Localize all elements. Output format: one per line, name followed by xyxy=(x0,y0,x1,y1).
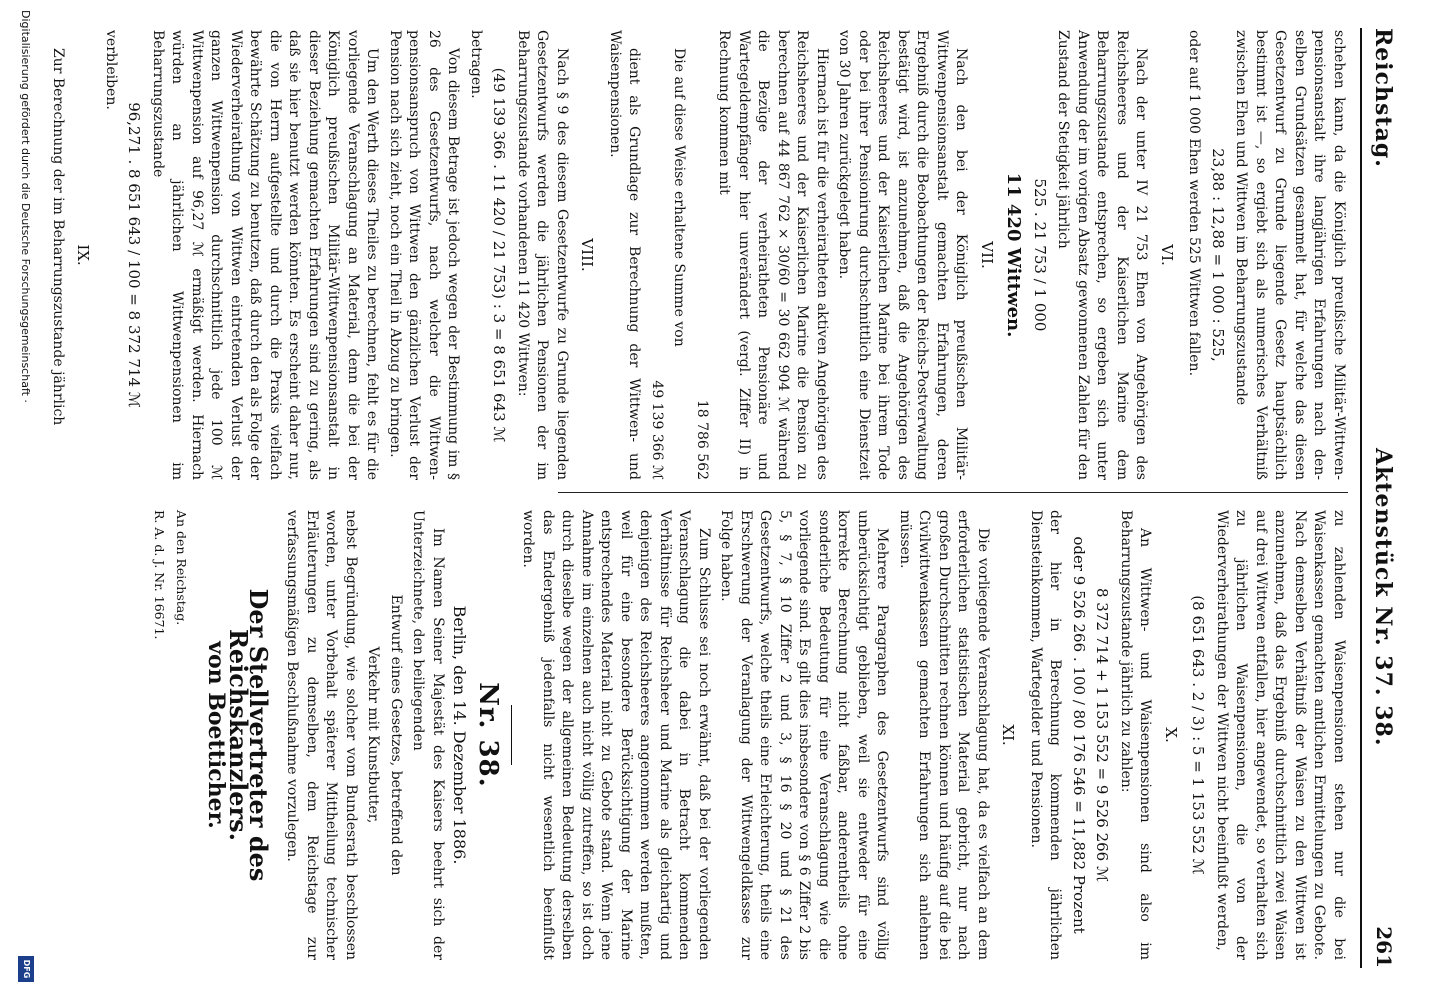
right-column xyxy=(147,510,1349,960)
paragraph: Nach den bei der Königlich preußischen Militär-Wittwenpensionsanstalt gemachten Erfahrungen, deren Ergebniß durch die Beobachtungen der Reichs-Postverwaltung bestätigt wird, ist anzunehmen, daß die Angehörigen des Reichsheeres und der Kaiserlichen Marine bei ihrem Tode oder bei ihrer Pensionirung durchschnittlich eine Dienstzeit von 30 Jahren zurückgelegt haben. xyxy=(836,30,970,480)
paragraph: Nach der unter IV 21 753 Ehen von Angehörigen des Reichsheeres und der Kaiserlichen Marine dem Beharrungszustande entsprechen, so ergeben sich unter Anwendung der im vorigen Absatz gewonnenen Zahlen für den Zustand der Stetigkeit jährlich xyxy=(1055,30,1150,480)
bill-title: Entwurf eines Gesetzes, betreffend den xyxy=(388,594,404,876)
paragraph: An Wittwen- und Waisenpensionen sind also im Beharrungszustande jährlich zu zahlen: xyxy=(1118,510,1154,960)
paragraph: Im Namen Seiner Majestät des Kaisers beehrt sich der Unterzeichnete, den beiliegenden xyxy=(410,510,446,960)
section-heading-ix: IX. xyxy=(74,244,93,266)
addressee: An den Reichstag. xyxy=(174,510,190,626)
paragraph: Die vorliegende Veranschlagung hat, da es vielfach an dem erforderlichen statistischen Material gebricht, nur nach großen Durchschnitten rechnen können und häufig auf die bei Civilwittwenkassen gemachten Erfahrungen sich anlehnen müssen. xyxy=(897,510,991,960)
footer xyxy=(10,0,40,1000)
paragraph: der hier in Berechnung kommenden jährlichen Diensteinkommen, Wartegelder und Pensionen. xyxy=(1028,510,1064,960)
formula: (8 651 643 . 2 / 3) : 5 = 1 153 552 ℳ xyxy=(1189,595,1208,875)
paragraph: Um den Werth dieses Theiles zu berechnen, fehlt es für die vorliegende Veranschlagung an Material, denn die bei der Königlich preußischen Militär-Wittwenpensionsanstalt in dieser Beziehung gemachten Erfahrungen sind zu gering, als daß sie hier benutzt werden könnten. Es erscheint daher nur, die von Herrn aufgestellte und durch die Praxis vielfach bewährte Schätzung zu benutzen, daß durch den als Folge der Wiederverheirathung von Wittwen eintretenden Verlust der ganzen Wittwenpension durchschnittlich jede 100 ℳ Wittwenpension auf 96,27 ℳ ermäßigt werden. Hiernach würden an jährlichen Wittwenpensionen im Beharrungszustande xyxy=(150,30,381,480)
formula: 525 . 21 753 / 1 000 xyxy=(1031,178,1049,332)
signature-block xyxy=(203,510,273,960)
document-number-title: Nr. 38. xyxy=(473,682,503,788)
formula: 8 372 714 + 1 153 552 = 9 526 266 ℳ xyxy=(1093,587,1112,883)
signature-title: Der Stellvertreter des Reichskanzlers. xyxy=(224,588,273,882)
paragraph: Die auf diese Weise erhaltene Summe von xyxy=(671,48,688,347)
formula: (49 139 366 . 11 420 / 21 753) : 3 = 8 651 643 ℳ xyxy=(490,67,509,443)
paragraph: nebst Begründung, wie solcher vom Bundesrath beschlossen worden, unter Vorbehalt späterer Mittheilung technischer Erläuterungen zu demselben, dem Reichstage zur verfassungsmäßigen Beschlußnahme vorzulegen. xyxy=(284,510,359,960)
section-heading-viii: VIII. xyxy=(578,238,597,272)
paragraph: Nach § 9 des diesem Gesetzentwurfe zu Grunde liegenden Gesetzentwurfs werden die jährlichen Pensionen der im Beharrungszustande vorhandenen 11 420 Wittwen: xyxy=(515,30,570,480)
paragraph: schehen kann, da die Königlich preußische Militär-Wittwen-pensionsanstalt ihre langjährigen Erfahrungen nach den-selben Grundsätzen gesammelt hat, für welche das diesen Gesetzentwurf zu Grunde liegende Gesetz hauptsächlich bestimmt ist —, so ergiebt sich als numerisches Verhältniß zwischen Ehen und Wittwen im Beharrungszustande xyxy=(1233,30,1347,480)
header-document-number: Aktenstück Nr. 37. 38. xyxy=(1370,448,1396,747)
formula: 96,271 . 8 651 643 / 100 = 8 372 714 ℳ xyxy=(125,102,144,408)
digitization-credit: Digitalisierung gefördert durch die Deutsche Forschungsgemeinschaft · xyxy=(19,10,32,403)
section-heading-vi: VI. xyxy=(1158,244,1176,266)
page-number: 261 xyxy=(1372,926,1396,968)
column-divider xyxy=(558,492,1348,493)
page-header xyxy=(1360,28,1402,968)
date-line: Berlin, den 14. Dezember 1886. xyxy=(450,605,470,865)
amount: 49 139 366 ℳ xyxy=(649,380,665,480)
paragraph: Hiernach ist für die verheiratheten aktiven Angehörigen des Reichsheeres und der Kaiserlichen Marine die Pension zu berechnen auf 44 867 762 × 30/60 = 30 662 904 ℳ während die Bezüge der verheiratheten Pensionäre und Wartegeldempfänger hier unverändert (vergl. Ziffer II) in Rechnung kommen mit xyxy=(716,30,830,480)
bill-subject: Verkehr mit Kunstbutter, xyxy=(365,646,382,824)
paragraph: zu zahlenden Waisenpensionen stehen nur die bei Waisenkassen gemachten amtlichen Ermittelungen zu Gebote. Nach demselben Verhältniß der Waisen zu den Wittwen ist anzunehmen, daß das Ergebniß durchschnittlich zwei Waisen auf drei Wittwen entfallen, hier angewendet, so verhalten sich zu jährlichen Waisenpensionen, die von der Wiederverheirathungen der Wittwen nicht beeinflußt werden, xyxy=(1214,510,1347,960)
paragraph: Zum Schlusse sei noch erwähnt, daß bei der vorliegenden Veranschlagung die dabei in Betracht kommenden Verhältnisse für Reichsheer und Marine als gleichartig und denjenigen des Reichsheeres angenommen werden mußten, weil für eine besondere Berücksichtigung der Marine entsprechendes Material nicht zu Gebote stand. Wenn jene Annahme im einzelnen auch nicht völlig zutreffen, so ist doch durch dieselbe wegen der allgemeinen Bedeutung derselben das Endergebniß jedenfalls nicht wesentlich beeinflußt worden. xyxy=(520,510,712,960)
formula: 23,88 : 12,88 = 1 000 : 525, xyxy=(1209,148,1227,362)
signature-name: von Boetticher. xyxy=(203,641,229,829)
paragraph: Mehrere Paragraphen des Gesetzentwurfs sind völlig unberücksichtigt geblieben, weil sie entweder für eine korrekte Berechnung nicht faßbar, anderentheils ohne sonderliche Bedeutung für eine Veranschlagung wie die vorliegende sind. Es gilt dies insbesondere von § 6 Ziffer 2 bis 5, § 7, § 10 Ziffer 2 und 3, § 16 § 20 und § 21 des Gesetzentwurfs, welche theils eine Erleichterung, theils eine Erschwerung der Veranlagung der Wittwengeldkasse zur Folge haben. xyxy=(718,510,891,960)
paragraph: Von diesem Betrage ist jedoch wegen der Bestimmung im § 26 des Gesetzentwurfs, nach welcher die Wittwen-pensionsanspruch von Wittwen den gänzlichen Verlust der Pension nach sich zieht, noch ein Theil in Abzug zu bringen. xyxy=(387,30,462,480)
result-line: 11 420 Wittwen. xyxy=(1003,172,1025,338)
dfg-logo-icon: DFG xyxy=(18,956,34,982)
reference-number: R. A. d. J. Nr. 16671. xyxy=(152,510,167,640)
formula: oder 9 526 266 . 100 / 80 176 546 = 11,882 Prozent xyxy=(1070,536,1088,934)
paragraph: verbleiben. xyxy=(103,30,119,110)
left-column xyxy=(45,30,1349,480)
paragraph: Zur Berechnung der im Beharrungszustande jährlich xyxy=(50,48,66,426)
paragraph: betragen. xyxy=(468,30,484,99)
paragraph: dient als Grundlage zur Berechnung der Wittwen- und Waisenpensionen. xyxy=(607,30,643,480)
paragraph: oder auf 1 000 Ehen werden 525 Wittwen fallen. xyxy=(1186,30,1203,377)
section-heading-xi: XI. xyxy=(999,724,1018,746)
section-heading-x: X. xyxy=(1162,727,1180,743)
header-left: Reichstag. xyxy=(1370,28,1396,168)
amount: 18 786 562 xyxy=(694,399,710,480)
separator-rule xyxy=(511,705,512,765)
section-heading-vii: VII. xyxy=(978,241,996,269)
